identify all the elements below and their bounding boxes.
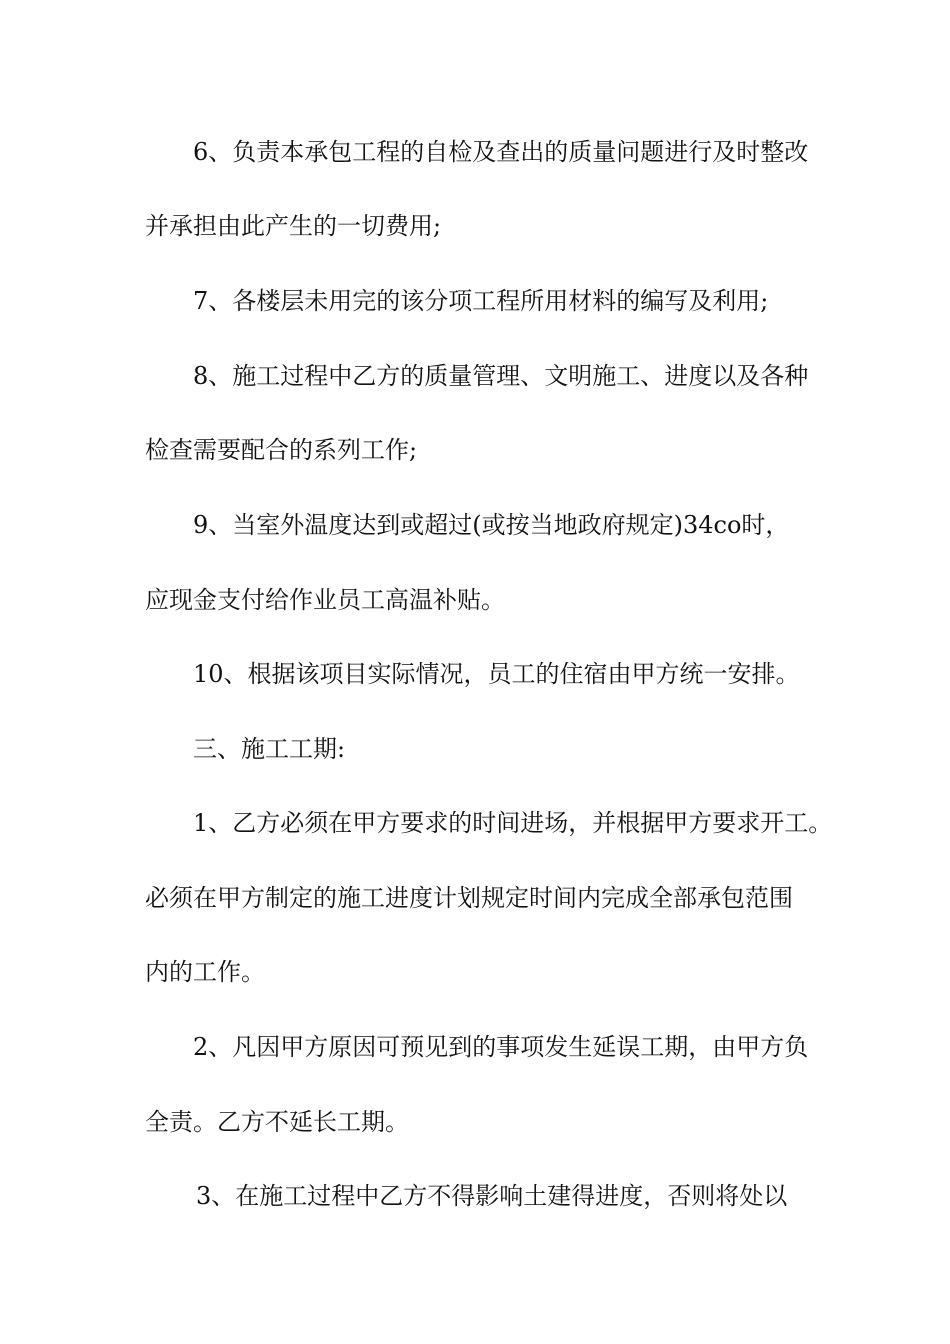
paragraph-line: 检查需要配合的系列工作; [145, 436, 418, 464]
paragraph-line: 6、负责本承包工程的自检及查出的质量问题进行及时整改 [193, 138, 809, 166]
paragraph-line: 内的工作。 [145, 958, 265, 986]
paragraph-line: 全责。乙方不延长工期。 [145, 1108, 409, 1136]
paragraph-line: 并承担由此产生的一切费用; [145, 212, 442, 240]
paragraph-line: 7、各楼层未用完的该分项工程所用材料的编写及利用; [193, 287, 769, 315]
paragraph-line: 3、在施工过程中乙方不得影响土建得进度，否则将处以 [196, 1182, 788, 1210]
paragraph-line: 应现金支付给作业员工高温补贴。 [145, 586, 505, 614]
paragraph-line: 9、当室外温度达到或超过(或按当地政府规定)34co时， [193, 511, 790, 539]
paragraph-line: 10、根据该项目实际情况，员工的住宿由甲方统一安排。 [193, 660, 800, 688]
section-heading: 三、施工工期: [193, 735, 346, 763]
paragraph-line: 必须在甲方制定的施工进度计划规定时间内完成全部承包范围 [145, 884, 793, 912]
paragraph-line: 1、乙方必须在甲方要求的时间进场，并根据甲方要求开工。 [193, 809, 833, 837]
paragraph-line: 2、凡因甲方原因可预见到的事项发生延误工期，由甲方负 [193, 1033, 809, 1061]
paragraph-line: 8、施工过程中乙方的质量管理、文明施工、进度以及各种 [193, 362, 809, 390]
